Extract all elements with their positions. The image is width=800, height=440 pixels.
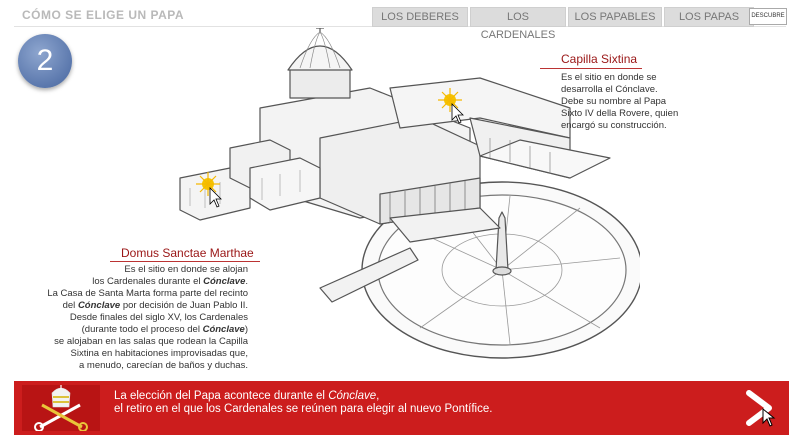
capilla-line: Debe su nombre al Papa (561, 96, 667, 107)
page-title: CÓMO SE ELIGE UN PAPA (22, 8, 185, 22)
capilla-line: Sixto IV della Rovere, quien (561, 108, 679, 119)
domus-line: los Cardenales durante el Cónclave. (92, 276, 248, 287)
banner-line-2: el retiro en el que los Cardenales se reúnen para elegir al nuevo Pontífice. (114, 403, 493, 415)
domus-description (18, 264, 248, 372)
domus-sanctae-marthae-title: Domus Sanctae Marthae (121, 246, 254, 260)
domus-line: a menudo, carecían de baños y duchas. (78, 360, 248, 371)
papal-keys-emblem-icon (22, 385, 100, 431)
domus-line: (durante todo el proceso del Cónclave) (81, 324, 248, 335)
banner-line-1: La elección del Papa acontece durante el Cónclave, (114, 390, 380, 402)
capilla-line: Es el sitio en donde se (561, 72, 657, 83)
discover-button[interactable]: DESCUBRE (749, 8, 787, 25)
capilla-sixtina-description (561, 72, 678, 132)
nav-los-papables[interactable]: LOS PAPABLES (568, 7, 662, 27)
domus-line: Desde finales del siglo XV, los Cardenales (69, 312, 248, 323)
domus-line: Es el sitio en donde se alojan (124, 264, 248, 275)
domus-line: del Cónclave por decisión de Juan Pablo II. (62, 300, 248, 311)
nav-los-papas[interactable]: LOS PAPAS (664, 7, 754, 27)
top-nav (372, 7, 754, 41)
step-badge: 2 (18, 34, 72, 88)
banner-text (114, 390, 492, 416)
info-banner (14, 381, 789, 435)
capilla-line: desarrolla el Cónclave. (561, 84, 658, 95)
domus-line: se alojaban en las salas que rodean la Capilla (54, 336, 248, 347)
nav-los-cardenales[interactable]: LOS CARDENALES (470, 7, 566, 27)
domus-line: Sixtina en habitaciones improvisadas que, (70, 348, 248, 359)
capilla-line: encargó su construcción. (561, 120, 667, 131)
domus-divider (110, 261, 260, 262)
next-arrow-button[interactable] (741, 389, 779, 427)
capilla-sixtina-divider (540, 68, 642, 69)
capilla-sixtina-title: Capilla Sixtina (561, 52, 638, 66)
nav-los-deberes[interactable]: LOS DEBERES (372, 7, 468, 27)
domus-line: La Casa de Santa Marta forma parte del recinto (47, 288, 248, 299)
